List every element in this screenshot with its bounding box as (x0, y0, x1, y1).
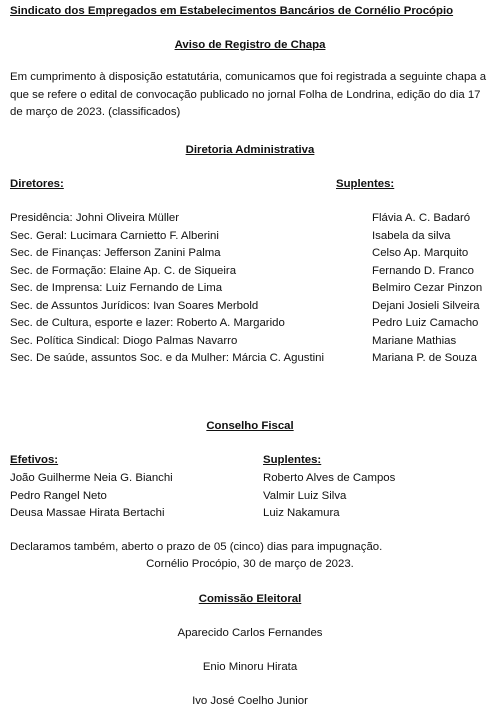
director-item: Sec. Geral: Lucimara Carnietto F. Alberini (10, 229, 219, 242)
effective-label: Efetivos: (10, 454, 59, 466)
intro-paragraph (10, 69, 490, 122)
directors-label: Diretores: (10, 178, 64, 190)
alternate-item: Isabela da silva (372, 229, 451, 242)
directors-alternates-label: Suplentes: (336, 178, 395, 190)
alternate-item: Fernando D. Franco (372, 264, 474, 277)
comissao-member: Enio Minoru Hirata (202, 661, 298, 673)
director-item: Sec. de Cultura, esporte e lazer: Roberto A. Margarido (10, 317, 285, 329)
alternate-item: Pedro Luiz Camacho (372, 317, 479, 329)
alternate-item: Celso Ap. Marquito (372, 247, 469, 259)
conselho-alternates-label: Suplentes: (263, 454, 322, 466)
alternate-item: Belmiro Cezar Pinzon (372, 282, 483, 294)
director-item: Sec. de Assuntos Jurídicos: Ivan Soares Merbold (10, 299, 259, 312)
director-item: Presidência: Johni Oliveira Müller (10, 212, 180, 224)
director-item: Sec. de Finanças: Jefferson Zanini Palma (10, 247, 221, 259)
effective-item: Pedro Rangel Neto (10, 489, 107, 502)
union-name: Sindicato dos Empregados em Estabelecimentos Bancários de Cornélio Procópio (10, 5, 454, 17)
notice-title: Aviso de Registro de Chapa (174, 39, 326, 51)
comissao-title: Comissão Eleitoral (198, 593, 302, 605)
comissao-member: Ivo José Coelho Junior (192, 695, 308, 707)
alternate-item: Mariane Mathias (372, 334, 457, 347)
effective-item: Deusa Massae Hirata Bertachi (10, 507, 165, 519)
diretoria-title: Diretoria Administrativa (185, 144, 315, 156)
alternate-item: Luiz Nakamura (263, 507, 340, 519)
effective-item: João Guilherme Neia G. Bianchi (10, 472, 173, 484)
intro-line-2: que se refere o edital de convocação publicado no jornal Folha de Londrina, edição do dia 17 (10, 88, 481, 101)
director-item: Sec. Política Sindical: Diogo Palmas Navarro (10, 334, 238, 347)
intro-line-1: Em cumprimento à disposição estatutária, comunicamos que foi registrada a seguinte chapa a (10, 71, 487, 83)
conselho-title: Conselho Fiscal (206, 420, 294, 432)
place-date: Cornélio Procópio, 30 de março de 2023. (146, 558, 354, 570)
alternate-item: Mariana P. de Souza (372, 352, 477, 364)
declaration-text: Declaramos também, aberto o prazo de 05 (cinco) dias para impugnação. (10, 541, 383, 553)
intro-line-3: de março de 2023. (classificados) (10, 106, 181, 118)
alternate-item: Flávia A. C. Badaró (372, 212, 471, 224)
alternate-item: Valmir Luiz Silva (263, 489, 347, 502)
alternate-item: Roberto Alves de Campos (263, 472, 396, 484)
director-item: Sec. de Formação: Elaine Ap. C. de Siqueira (10, 264, 237, 277)
director-item: Sec. de Imprensa: Luiz Fernando de Lima (10, 282, 223, 294)
alternate-item: Dejani Josieli Silveira (372, 299, 480, 312)
director-item: Sec. De saúde, assuntos Soc. e da Mulher: Márcia C. Agustini (10, 352, 325, 364)
comissao-member: Aparecido Carlos Fernandes (177, 627, 323, 639)
